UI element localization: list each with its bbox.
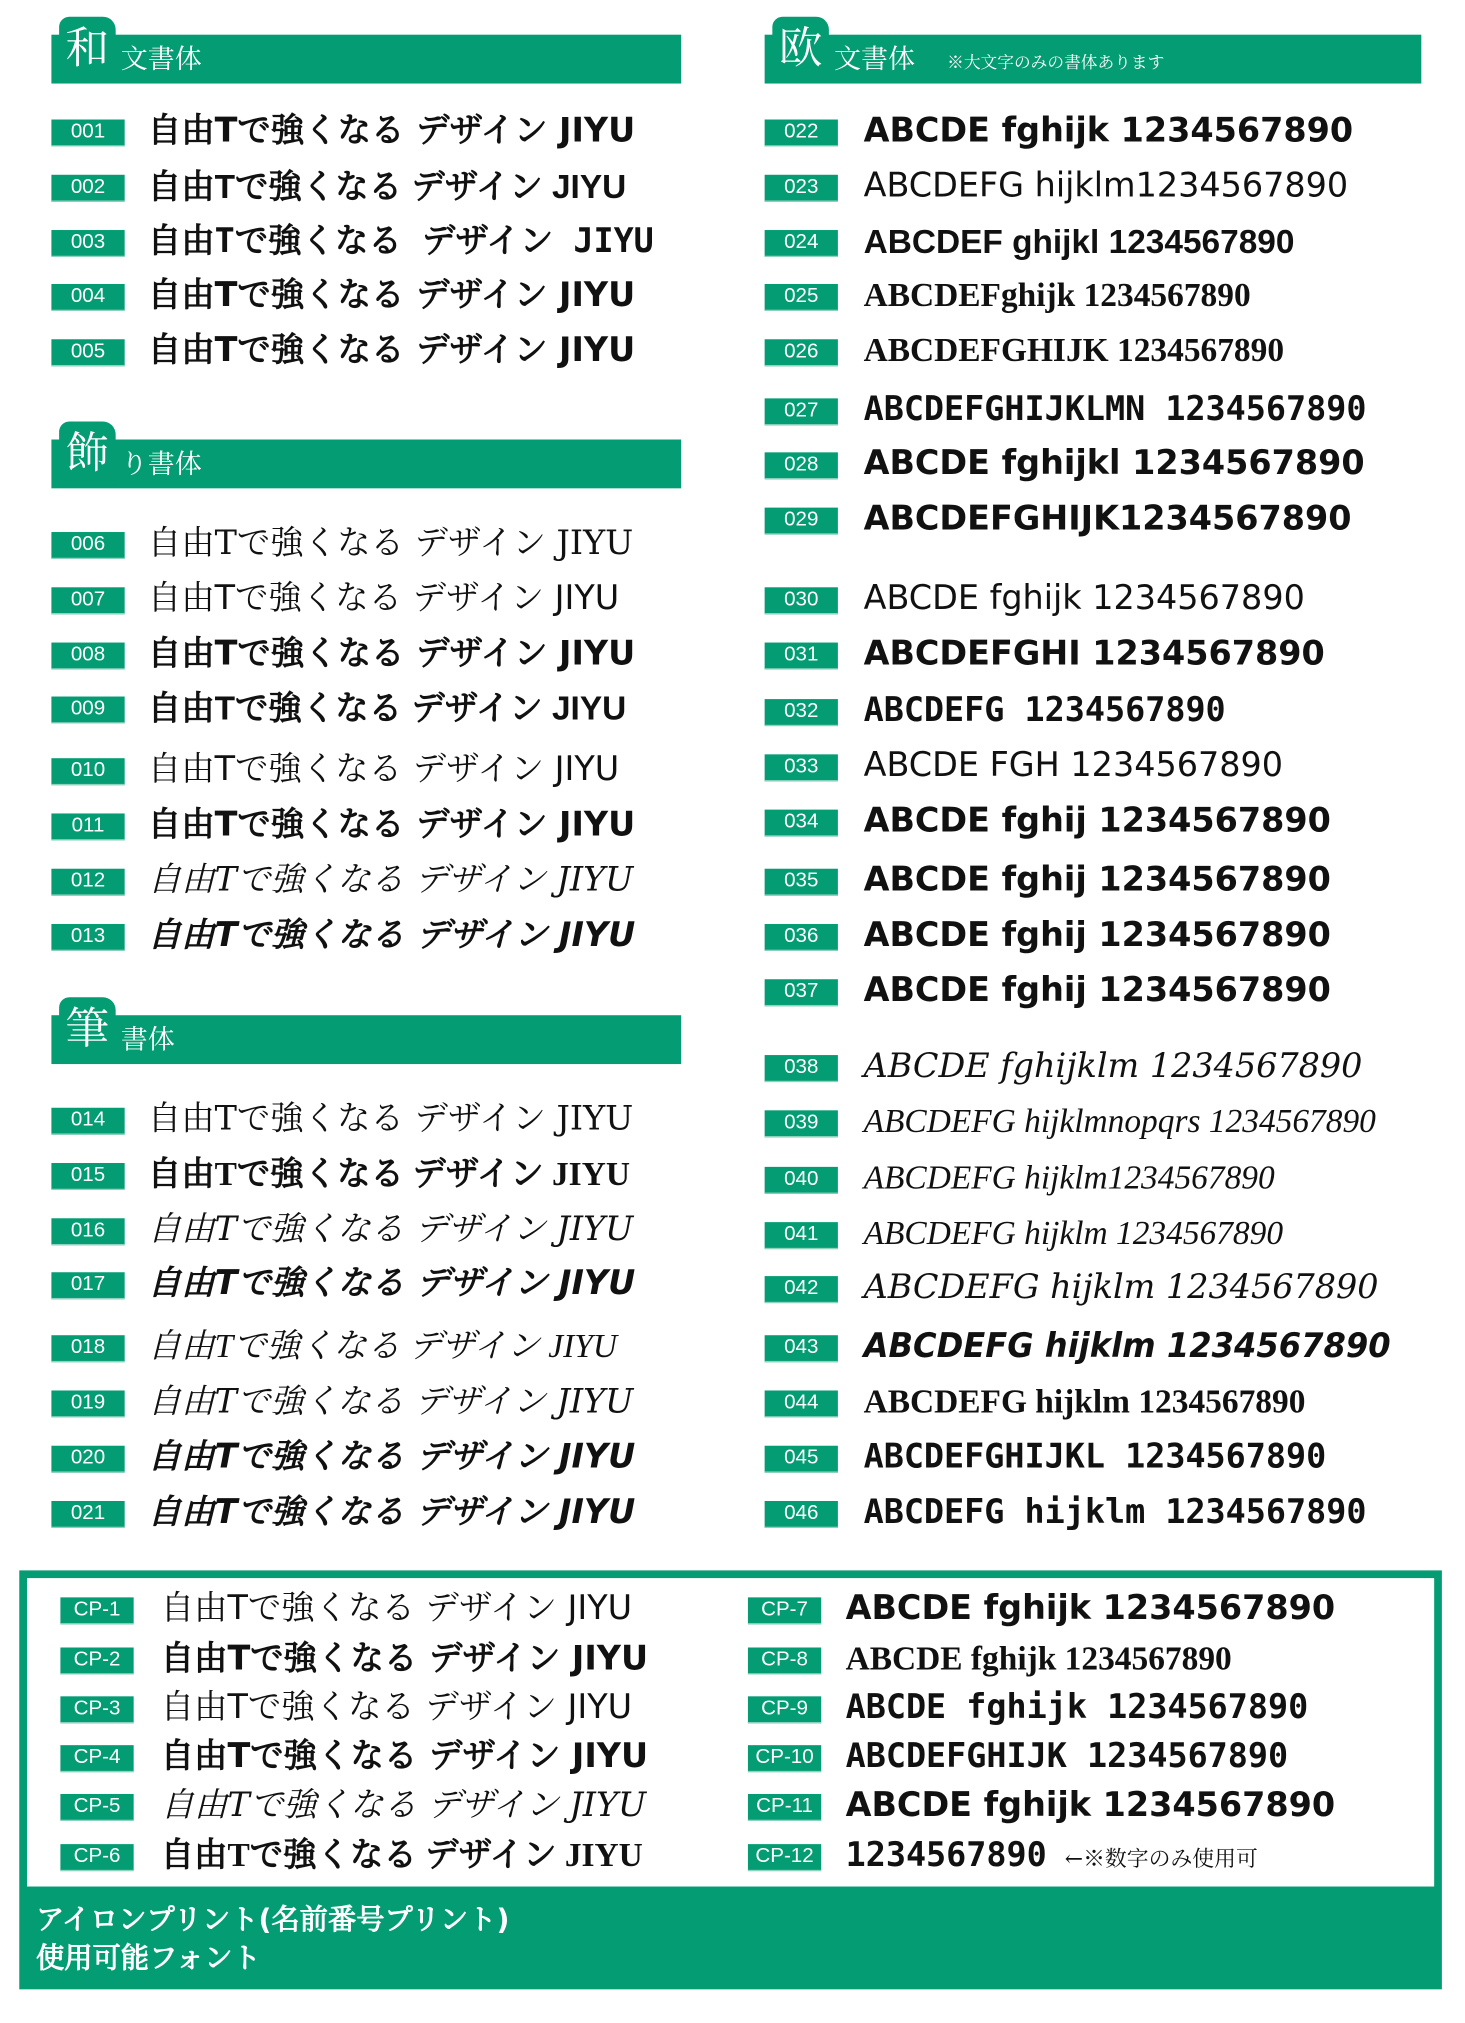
font-sample-text: ABCDE fghijkl 1234567890 <box>863 444 1365 484</box>
font-code-label: 039 <box>765 1110 838 1137</box>
font-code-label: 042 <box>765 1276 838 1303</box>
iron-print-panel <box>19 1570 1442 1989</box>
section-header-title: 文書体 <box>834 43 915 75</box>
font-sample-text: 自由Tで強くなる デザイン JIYU <box>160 1737 649 1777</box>
section-header-kazari <box>51 427 681 489</box>
font-sample-text: ABCDE fghij 1234567890 <box>863 916 1331 955</box>
font-sample-text: 自由Tで強くなる デザイン JIYU <box>147 524 634 563</box>
font-code-label: 029 <box>765 508 838 535</box>
font-sample-text: ABCDEFG hijklm 1234567890 <box>863 1493 1367 1532</box>
font-code-label: CP-2 <box>60 1647 133 1674</box>
font-code-label: 025 <box>765 284 838 311</box>
section-header-title: 文書体 <box>120 43 202 75</box>
font-code-label: 004 <box>51 284 124 311</box>
section-header-title: り書体 <box>120 448 202 480</box>
font-sample-text: ABCDEFG hijklm 1234567890 <box>863 1214 1284 1252</box>
font-code-label: 020 <box>51 1446 124 1473</box>
font-code-label: 016 <box>51 1218 124 1245</box>
font-code-label: 033 <box>765 754 838 781</box>
font-sample-text: ABCDEFGHIJK 1234567890 <box>863 331 1285 369</box>
numbers-only-note: ←※数字のみ使用可 <box>1064 1846 1258 1873</box>
font-code-label: 001 <box>51 120 124 147</box>
iron-print-font-list <box>27 1578 1434 1886</box>
font-code-label: 040 <box>765 1167 838 1194</box>
font-sample-text: 自由Tで強くなる デザイン JIYU <box>160 1786 647 1825</box>
font-sample-text: 自由Tで強くなる デザイン JIYU <box>147 1155 630 1193</box>
section-header-wabun <box>51 23 681 84</box>
section-header-initial: 欧 <box>772 17 829 81</box>
font-sample-text: 自由Tで強くなる デザイン JIYU <box>160 1639 649 1679</box>
font-sample-text: ABCDEFG 1234567890 <box>863 691 1226 730</box>
font-sample-text: 自由Tで強くなる デザイン JIYU <box>147 805 636 845</box>
font-code-label: 019 <box>51 1390 124 1417</box>
font-code-label: 013 <box>51 924 124 951</box>
font-sample-text: ABCDEFGHIJK 1234567890 <box>845 1737 1289 1777</box>
font-sample-text: 自由Tで強くなる デザイン JIYU <box>147 167 627 206</box>
font-code-label: CP-3 <box>60 1696 133 1723</box>
font-code-label: CP-12 <box>748 1844 821 1871</box>
font-code-label: CP-9 <box>748 1696 821 1723</box>
font-code-label: 022 <box>765 120 838 147</box>
section-header-initial: 筆 <box>59 997 116 1061</box>
font-sample-text: ABCDEFGHIJKL 1234567890 <box>863 1438 1327 1477</box>
font-code-label: CP-11 <box>748 1794 821 1821</box>
font-sample-text: 自由Tで強くなる デザイン JIYU <box>147 579 620 619</box>
font-sample-text: 自由Tで強くなる デザイン JIYU <box>160 1836 643 1874</box>
font-sample-text: 自由Tで強くなる デザイン JIYU <box>160 1688 633 1728</box>
font-sample-text: ABCDEFG hijklm1234567890 <box>863 1159 1275 1197</box>
font-sample-text: 自由Tで強くなる デザイン JIYU <box>147 1438 636 1477</box>
font-sample-text: ABCDE fghij 1234567890 <box>863 971 1331 1011</box>
font-sample-text: 自由Tで強くなる デザイン JIYU <box>147 331 636 371</box>
font-sample-text: 自由Tで強くなる デザイン JIYU <box>147 222 654 261</box>
font-code-label: 021 <box>51 1501 124 1528</box>
font-code-label: 046 <box>765 1501 838 1528</box>
font-sample-text: 自由Tで強くなる デザイン JIYU <box>147 111 636 151</box>
font-sample-text: ABCDEFG hijklm 1234567890 <box>863 1327 1391 1367</box>
font-code-label: 024 <box>765 230 838 257</box>
font-code-label: 028 <box>765 452 838 479</box>
font-code-label: 002 <box>51 175 124 202</box>
font-sample-text: ABCDE fghijk 1234567890 <box>845 1589 1336 1629</box>
font-code-label: 031 <box>765 643 838 670</box>
font-code-label: 034 <box>765 810 838 837</box>
font-code-label: 037 <box>765 979 838 1006</box>
font-code-label: 009 <box>51 697 124 724</box>
font-code-label: CP-5 <box>60 1794 133 1821</box>
font-sample-text: ABCDE fghijk 1234567890 <box>845 1688 1309 1728</box>
font-sample-text: ABCDE fghijklm 1234567890 <box>863 1047 1363 1086</box>
font-sample-text: ABCDE fghijk 1234567890 <box>845 1786 1336 1825</box>
font-code-label: 032 <box>765 699 838 726</box>
font-sample-text: ABCDEFG hijklm1234567890 <box>863 167 1349 206</box>
font-sample-text: ABCDEFGHIJKLMN 1234567890 <box>863 390 1367 430</box>
font-code-label: 030 <box>765 587 838 614</box>
font-sample-text: ABCDE fghijk 1234567890 <box>863 579 1305 619</box>
font-code-label: 045 <box>765 1446 838 1473</box>
section-header-initial: 和 <box>59 17 116 81</box>
font-sample-text: ABCDEFG hijklm 1234567890 <box>863 1268 1379 1307</box>
font-sample-text: ABCDE FGH 1234567890 <box>863 746 1284 786</box>
font-sample-text: 自由Tで強くなる デザイン JIYU <box>147 750 620 790</box>
font-sample-text: ABCDEFGHIJK1234567890 <box>863 499 1352 539</box>
font-sample-text: 自由Tで強くなる デザイン JIYU <box>147 688 627 728</box>
section-header-fude <box>51 1003 681 1064</box>
font-sample-text: 自由Tで強くなる デザイン JIYU <box>147 634 636 674</box>
font-code-label: CP-6 <box>60 1844 133 1871</box>
section-header-note: ※大文字のみの書体あります <box>947 53 1165 74</box>
font-code-label: 014 <box>51 1108 124 1135</box>
iron-print-caption <box>36 1902 509 1979</box>
font-code-label: 018 <box>51 1335 124 1362</box>
font-code-label: 044 <box>765 1390 838 1417</box>
font-code-label: 035 <box>765 869 838 896</box>
section-header-initial: 飾 <box>59 422 116 486</box>
font-code-label: 041 <box>765 1222 838 1249</box>
font-code-label: 003 <box>51 230 124 257</box>
font-code-label: 043 <box>765 1335 838 1362</box>
font-code-label: 026 <box>765 339 838 366</box>
caption-line-1: アイロンプリント(名前番号プリント) <box>35 1904 510 1937</box>
font-sample-text: ABCDEF ghijkl 1234567890 <box>863 222 1295 261</box>
font-code-label: 010 <box>51 758 124 785</box>
font-code-label: 023 <box>765 175 838 202</box>
section-header-title: 書体 <box>120 1024 175 1056</box>
font-code-label: CP-4 <box>60 1745 133 1772</box>
font-sample-text: ABCDE fghijk 1234567890 <box>845 1639 1232 1678</box>
font-code-label: 008 <box>51 643 124 670</box>
font-code-label: 015 <box>51 1163 124 1190</box>
font-code-label: 007 <box>51 587 124 614</box>
font-code-label: 017 <box>51 1272 124 1299</box>
font-sample-text: ABCDEFG hijklmnopqrs 1234567890 <box>863 1102 1376 1140</box>
font-code-label: 011 <box>51 813 124 840</box>
font-code-label: 005 <box>51 339 124 366</box>
font-code-label: 036 <box>765 924 838 951</box>
caption-line-2: 使用可能フォント <box>35 1943 261 1976</box>
font-sample-text: ABCDE fghij 1234567890 <box>863 861 1331 900</box>
font-sample-text: 自由Tで強くなる デザイン JIYU <box>160 1589 633 1629</box>
font-code-label: CP-10 <box>748 1745 821 1772</box>
font-code-label: 006 <box>51 532 124 559</box>
font-sample-text: 自由Tで強くなる デザイン JIYU <box>147 1210 634 1250</box>
font-sample-text: 1234567890 ←※数字のみ使用可 <box>845 1836 1258 1875</box>
font-sample-text: 自由Tで強くなる デザイン JIYU <box>147 1327 617 1365</box>
font-sample-text: 自由Tで強くなる デザイン JIYU <box>147 916 636 955</box>
font-sample-text: ABCDE fghijk 1234567890 <box>863 111 1354 151</box>
font-sample-text: 自由Tで強くなる デザイン JIYU <box>147 1382 634 1422</box>
font-code-label: CP-8 <box>748 1647 821 1674</box>
font-sample-text: ABCDE fghij 1234567890 <box>863 801 1331 841</box>
font-sample-text: ABCDEFGHI 1234567890 <box>863 634 1325 674</box>
font-code-label: CP-1 <box>60 1597 133 1624</box>
font-code-label: CP-7 <box>748 1597 821 1624</box>
font-code-label: 027 <box>765 398 838 425</box>
font-sample-text: ABCDEFghijk 1234567890 <box>863 276 1251 314</box>
font-sample-text: 自由Tで強くなる デザイン JIYU <box>147 1493 636 1532</box>
font-sample-text: 自由Tで強くなる デザイン JIYU <box>147 1100 634 1139</box>
font-sample-text: ABCDEFG hijklm 1234567890 <box>863 1382 1306 1421</box>
font-code-label: 012 <box>51 869 124 896</box>
font-sample-text: 自由Tで強くなる デザイン JIYU <box>147 861 634 900</box>
font-sample-text: 自由Tで強くなる デザイン JIYU <box>147 276 636 315</box>
section-header-obun <box>765 23 1422 84</box>
font-sample-text: 自由Tで強くなる デザイン JIYU <box>147 1264 636 1304</box>
font-code-label: 038 <box>765 1055 838 1082</box>
